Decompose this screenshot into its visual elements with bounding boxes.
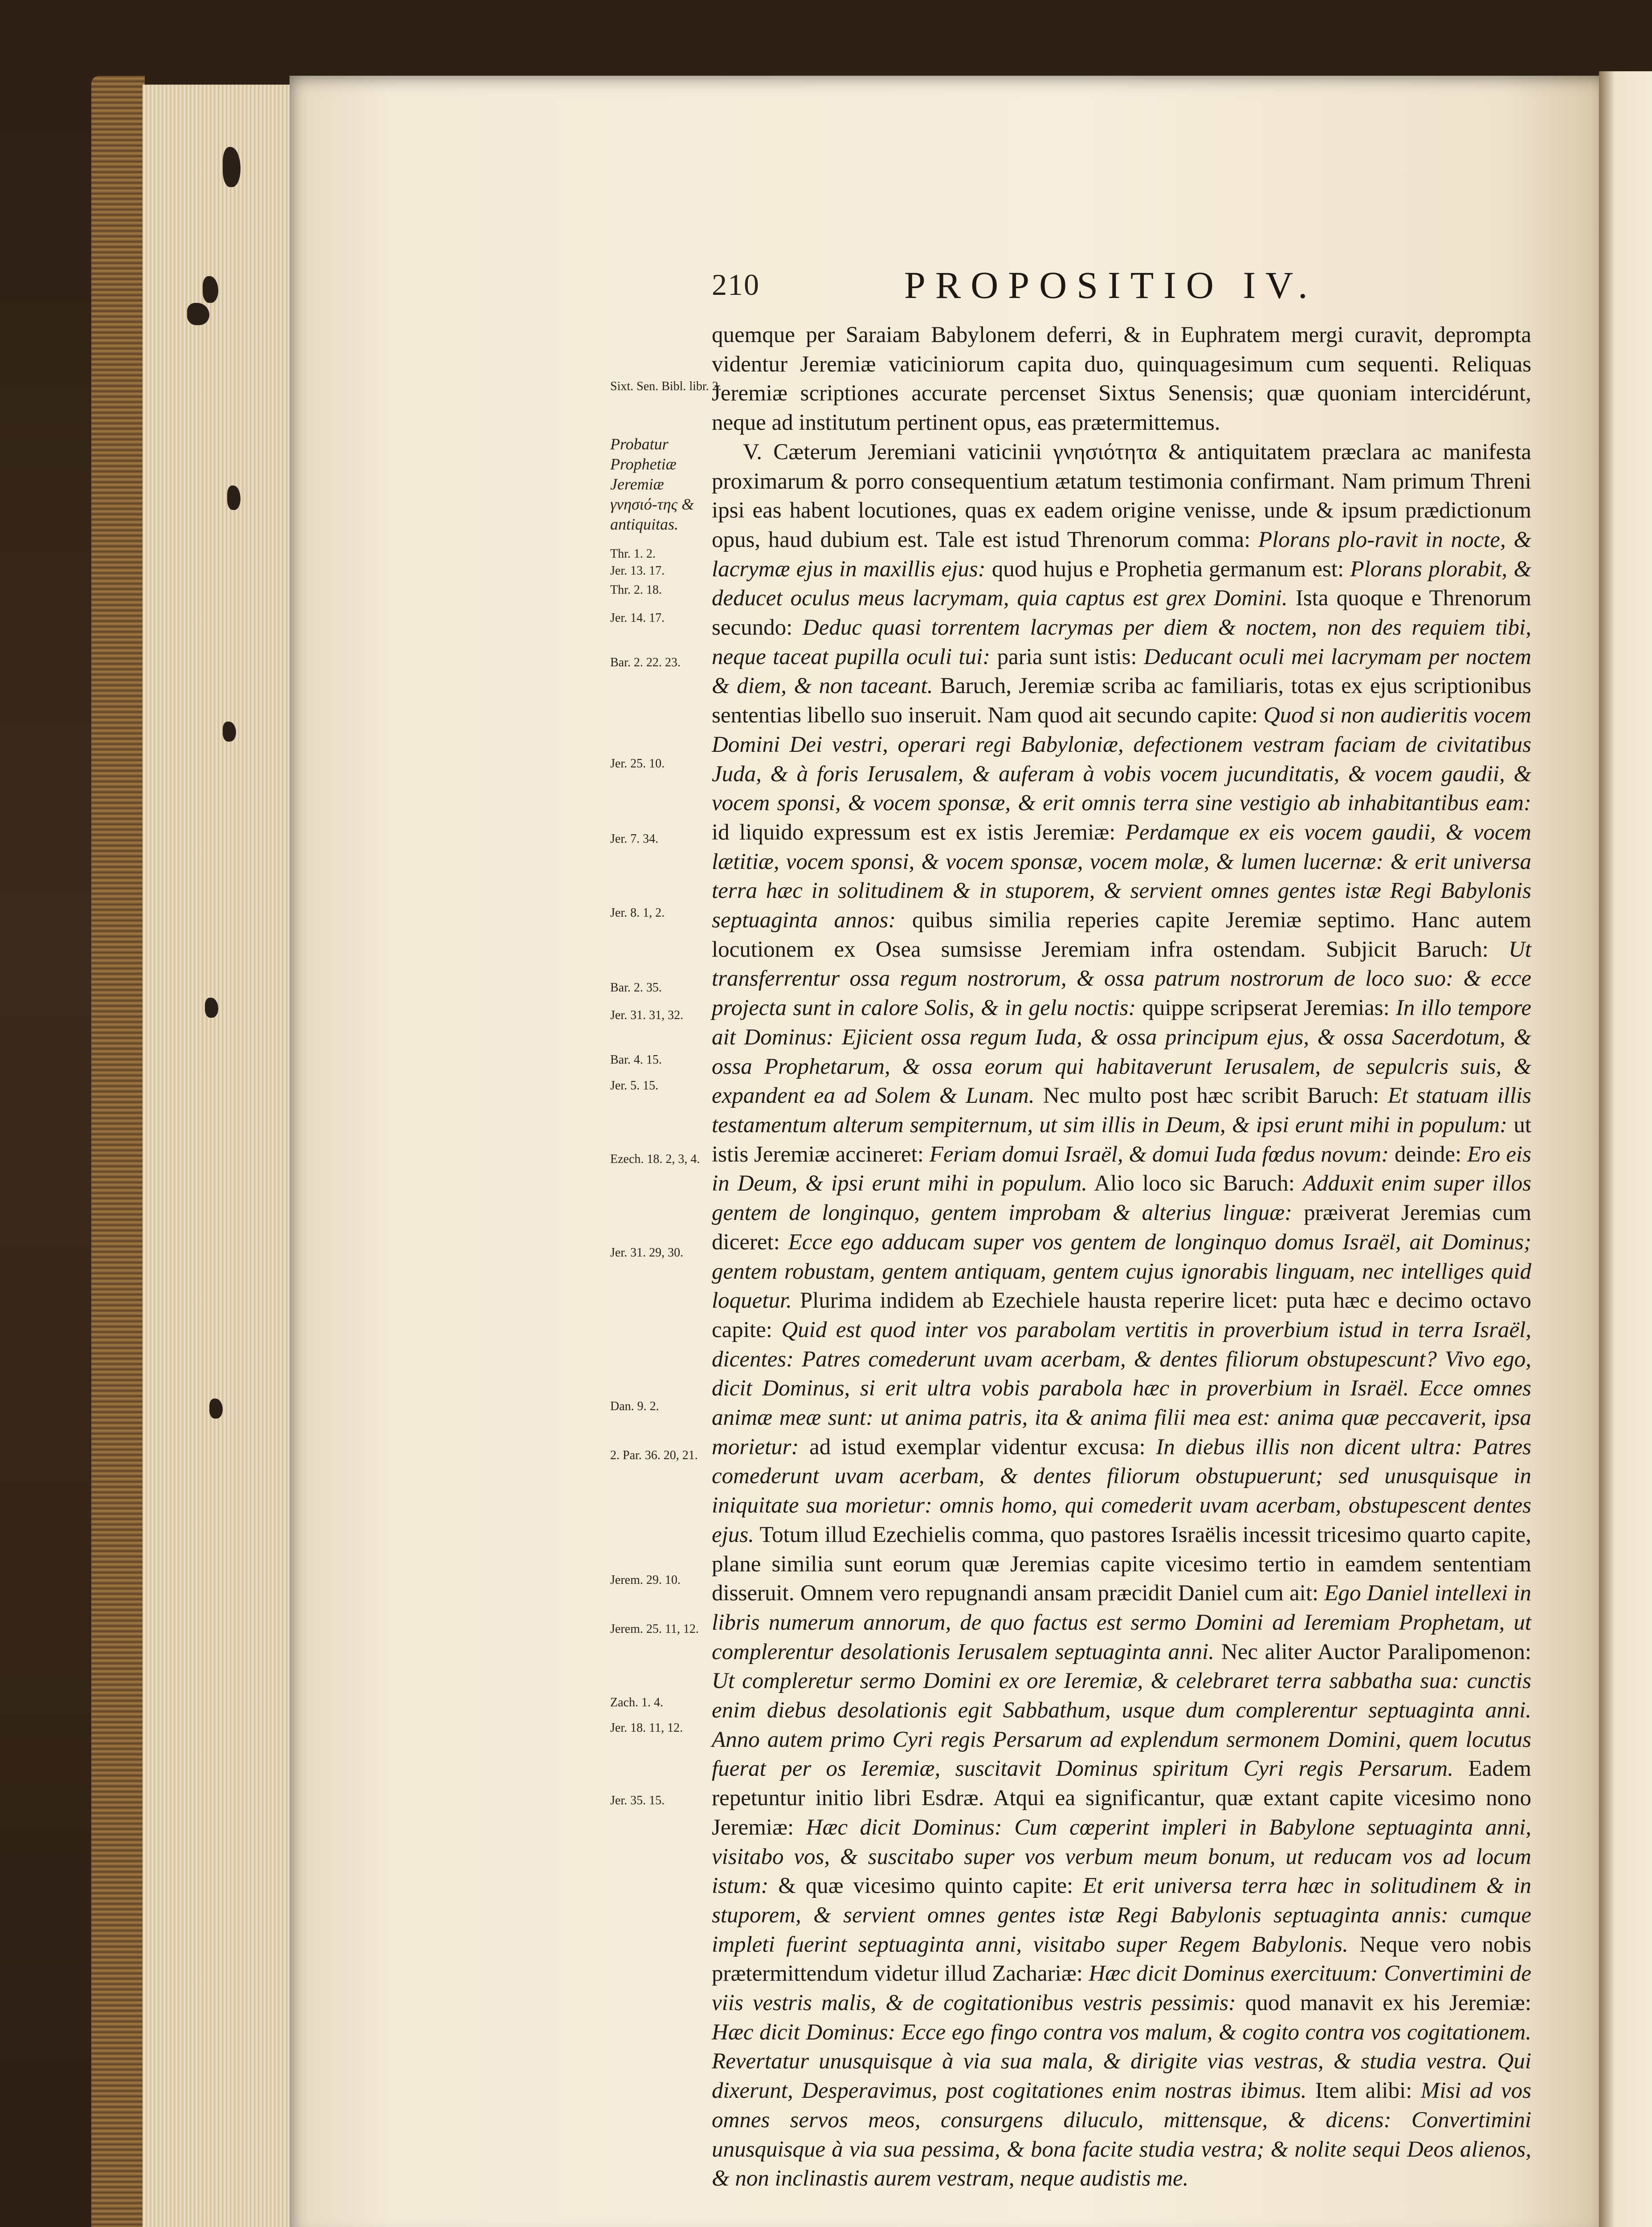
text-run: ut istis Jeremiæ accineret: [712, 1112, 1532, 1167]
margin-note: Dan. 9. 2. [610, 1399, 659, 1413]
quoted-scripture: Hæc dicit Dominus: Cum cœperint impleri in Babylone septuaginta anni, visitabo vos, & suscitabo super vos verbum meum bonum, ut reducam vos ad locum istum: [712, 1815, 1531, 1899]
quoted-scripture: Et statuam illis testamentum alterum sempiternum, ut sim illis in Deum, & ipsi erunt mihi in populum: [712, 1083, 1531, 1138]
margin-note: Jer. 5. 15. [610, 1079, 659, 1093]
margin-note: Jer. 35. 15. [610, 1794, 665, 1807]
text-run: Plurima indidem ab Ezechiele hausta reperire licet: puta hæc e decimo octavo capite: [712, 1288, 1531, 1342]
text-run: quippe scripserat Jeremias: [1136, 995, 1396, 1021]
quoted-scripture: Deducant oculi mei lacrymam per noctem & diem, & non taceant. [712, 644, 1531, 699]
quoted-scripture: Deduc quasi torrentem lacrymas per diem & noctem, non des requiem tibi, neque taceat pupilla oculi tui: [712, 615, 1531, 669]
margin-note: Bar. 4. 15. [610, 1053, 662, 1067]
margin-note: Jer. 18. 11, 12. [610, 1721, 683, 1735]
margin-note: Jer. 31. 31, 32. [610, 1008, 684, 1022]
text-run: Neque vero nobis prætermittendum videtur illud Zachariæ: [712, 1932, 1531, 1986]
facing-page-edge [1599, 71, 1652, 2227]
margin-note: Sixt. Sen. Bibl. libr. 2. [610, 379, 722, 393]
margin-note: Jer. 13. 17. [610, 564, 665, 578]
quoted-scripture: Plorans plorabit, & deducet oculus meus lacrymam, quia captus est grex Domini. [712, 556, 1532, 611]
margin-note: 2. Par. 36. 20, 21. [610, 1448, 698, 1462]
body-text [712, 321, 1531, 2194]
text-run: id liquido expressum est ex istis Jeremiæ: [712, 820, 1126, 845]
margin-note: Jer. 14. 17. [610, 611, 665, 625]
text-run: quemque per Saraiam Babylonem deferri, & in Euphratem mergi curavit, deprompta videntur Jeremiæ vaticiniorum capita duo, quinquagesimum cum sequenti. Reliquas Jeremiæ scriptiones accurate percenset Sixtus Senensis; quæ quoniam intercidérunt, neque ad institutum pertinent opus, eas prætermittemus. [712, 322, 1531, 436]
quoted-scripture: Ecce ego adducam super vos gentem de longinquo domus Israël, ait Dominus; gentem robustam, gentem antiquam, gentem cujus ignorabis linguam, nec intelliges quid loquetur. [712, 1229, 1532, 1313]
quoted-scripture: Ut transferrentur ossa regum nostrorum, & ossa patrum nostrorum de loco suo: & ecce projecta sunt in calore Solis, & in gelu noctis: [712, 937, 1531, 1021]
margin-note: Bar. 2. 35. [610, 981, 662, 995]
quoted-scripture: Feriam domui Israël, & domui Iuda fœdus novum: [929, 1142, 1389, 1167]
margin-note-summary: Probatur Prophetiæ Jeremiæ γνησιό-της & antiquitas. [610, 435, 694, 533]
margin-note: Bar. 2. 22. 23. [610, 656, 681, 669]
text-run: Item alibi: [1306, 2078, 1421, 2104]
ink-stain [223, 722, 236, 742]
margin-note: Jer. 31. 29, 30. [610, 1246, 684, 1260]
quoted-scripture: Misi ad vos omnes servos meos, consurgens diluculo, mittensque, & dicens: Convertimini unusquisque à via sua pessima, & bona facite studia vestra; & nolite sequi Deos alienos, & non inclinastis aurem vestram, neque audistis me. [712, 2078, 1532, 2191]
text-run: & quæ vicesimo quinto capite: [768, 1873, 1083, 1899]
text-run: præiverat Jeremias cum diceret: [712, 1200, 1532, 1255]
text-run: Nec aliter Auctor Paralipomenon: [1214, 1639, 1532, 1664]
paragraph [712, 438, 1531, 2194]
quoted-scripture: Plorans plo-ravit in nocte, & lacrymæ ejus in maxillis ejus: [712, 527, 1531, 582]
text-run: Baruch, Jeremiæ scriba ac familiaris, totas ex ejus scriptionibus sententias libello suo inseruit. Nam quod ait secundo capite: [712, 673, 1531, 728]
margin-note: Thr. 2. 18. [610, 583, 662, 597]
margin-note: Jerem. 25. 11, 12. [610, 1622, 699, 1636]
text-run: V. Cæterum Jeremiani vaticinii γνησιότητα & antiquitatem præclara ac manifesta proximarum & porro consequentium ætatum testimonia confirmant. Nam primum Threni ipsi eas habent locutiones, quas ex eadem origine venisse, unde & ipsum prædictionum opus, haud dubium est. Tale est istud Threnorum comma: [712, 439, 1531, 552]
text-run: paria sunt istis: [990, 644, 1144, 669]
margin-note: Jer. 8. 1, 2. [610, 906, 665, 920]
quoted-scripture: Quod si non audieritis vocem Domini Dei vestri, operari regi Babyloniæ, defectionem vestram faciam de civitatibus Juda, & à foris Ierusalem, & auferam à vobis vocem jucunditatis, & vocem gaudii, & vocem sponsi, & vocem sponsæ, & erit omnis terra sine vestigio ab inhabitantibus eam: [712, 703, 1531, 816]
quoted-scripture: Ero eis in Deum, & ipsi erunt mihi in populum. [712, 1142, 1531, 1196]
quoted-scripture: Adduxit enim super illos gentem de longinquo, gentem improbam & alterius linguæ: [712, 1171, 1531, 1226]
page-stack-edge [143, 85, 290, 2227]
quoted-scripture: Quid est quod inter vos parabolam vertitis in proverbium istud in terra Israël, dicentes: Patres comederunt uvam acerbam, & dentes filiorum obstupescunt? Vivo ego, dicit Dominus, si erit ultra vobis parabola hæc in proverbium in Israël. Ecce omnes animæ meæ sunt: ut anima patris, ita & anima filii mea est: anima quæ peccaverit, ipsa morietur: [712, 1317, 1531, 1460]
quoted-scripture: In illo tempore ait Dominus: Ejicient ossa regum Iuda, & ossa principum ejus, & ossa Sacerdotum, & ossa Prophetarum, & ossa eorum qui habitaverunt Ierusalem, de sepulcris suis, & expandent ea ad Solem & Lunam. [712, 995, 1532, 1109]
ink-stain [205, 998, 218, 1018]
book-cover-edge [91, 76, 145, 2227]
margin-note: Thr. 1. 2. [610, 547, 656, 561]
text-run: quibus similia reperies capite Jeremiæ septimo. Hanc autem locutionem ex Osea sumsisse Jeremiam infra ostendam. Subjicit Baruch: [712, 908, 1531, 962]
quoted-scripture: Ego Daniel intellexi in libris numerum annorum, de quo factus est sermo Domini ad Ieremiam Prophetam, ut complerentur desolationis Ierusalem septuaginta anni. [712, 1581, 1532, 1664]
page-heading: PROPOSITIO IV. [904, 264, 1318, 306]
quoted-scripture: Perdamque ex eis vocem gaudii, & vocem lætitiæ, vocem sponsi, & vocem sponsæ, vocem molæ, & lumen lucernæ: & erit universa terra hæc in solitudinem & in stuporem, & servient omnes gentes istæ Regi Babylonis septuaginta annos: [712, 820, 1531, 933]
ink-stain [209, 1399, 223, 1419]
text-run: Nec multo post hæc scribit Baruch: [1034, 1083, 1388, 1109]
text-run: quod hujus e Prophetia germanum est: [985, 556, 1350, 582]
margin-note: Jerem. 29. 10. [610, 1573, 681, 1587]
text-run: Alio loco sic Baruch: [1087, 1171, 1303, 1196]
margin-note: Jer. 7. 34. [610, 832, 659, 846]
quoted-scripture: Hæc dicit Dominus exercituum: Convertimini de viis vestris malis, & de cogitationibus vestris pessimis: [712, 1961, 1532, 2016]
margin-note: Ezech. 18. 2, 3, 4. [610, 1152, 700, 1166]
text-run: quod manavit ex his Jeremiæ: [1236, 1990, 1531, 2016]
text-run: Eadem repetuntur initio libri Esdræ. Atqui ea significantur, quæ extant capite vicesimo nono Jeremiæ: [712, 1756, 1531, 1840]
text-run: deinde: [1389, 1142, 1467, 1167]
quoted-scripture: In diebus illis non dicent ultra: Patres comederunt uvam acerbam, & dentes filiorum obstupuerunt; sed unusquisque in iniquitate sua morietur: omnis homo, qui comederit uvam acerbam, obstupescent dentes ejus. [712, 1434, 1531, 1547]
text-run: Totum illud Ezechielis comma, quo pastores Israëlis incessit tricesimo quarto capite, plane similia sunt eorum quæ Jeremias capite vicesimo tertio in eamdem sententiam disseruit. Omnem vero repugnandi ansam præcidit Daniel cum ait: [712, 1522, 1531, 1606]
page-number: 210 [712, 268, 760, 302]
quoted-scripture: Et erit universa terra hæc in solitudinem & in stuporem, & servient omnes gentes istæ Regi Babylonis septuaginta annis: cumque impleti fuerint septuaginta anni, visitabo super Regem Babylonis. [712, 1873, 1532, 1957]
margin-note: Zach. 1. 4. [610, 1696, 663, 1709]
quoted-scripture: Hæc dicit Dominus: Ecce ego fingo contra vos malum, & cogito contra vos cogitationem. Revertatur unusquisque à via sua mala, & dirigite vias vestras, & studia vestra. Qui dixerunt, Desperavimus, post cogitationes enim nostras ibimus. [712, 2019, 1531, 2104]
margin-note: Jer. 25. 10. [610, 757, 665, 771]
running-head [0, 264, 1652, 316]
quoted-scripture: Ut compleretur sermo Domini ex ore Ieremiæ, & celebraret terra sabbatha sua: cunctis enim diebus desolationis egit Sabbathum, usque dum complerentur septuaginta anni. Anno autem primo Cyri regis Persarum ad explendum sermonem Domini, quem locutus fuerat per os Ieremiæ, suscitavit Dominus spiritum Cyri regis Persarum. [712, 1668, 1531, 1782]
text-run: Ista quoque e Threnorum secundo: [712, 586, 1531, 640]
paragraph [712, 321, 1531, 438]
text-run: ad istud exemplar videntur excusa: [799, 1434, 1156, 1460]
